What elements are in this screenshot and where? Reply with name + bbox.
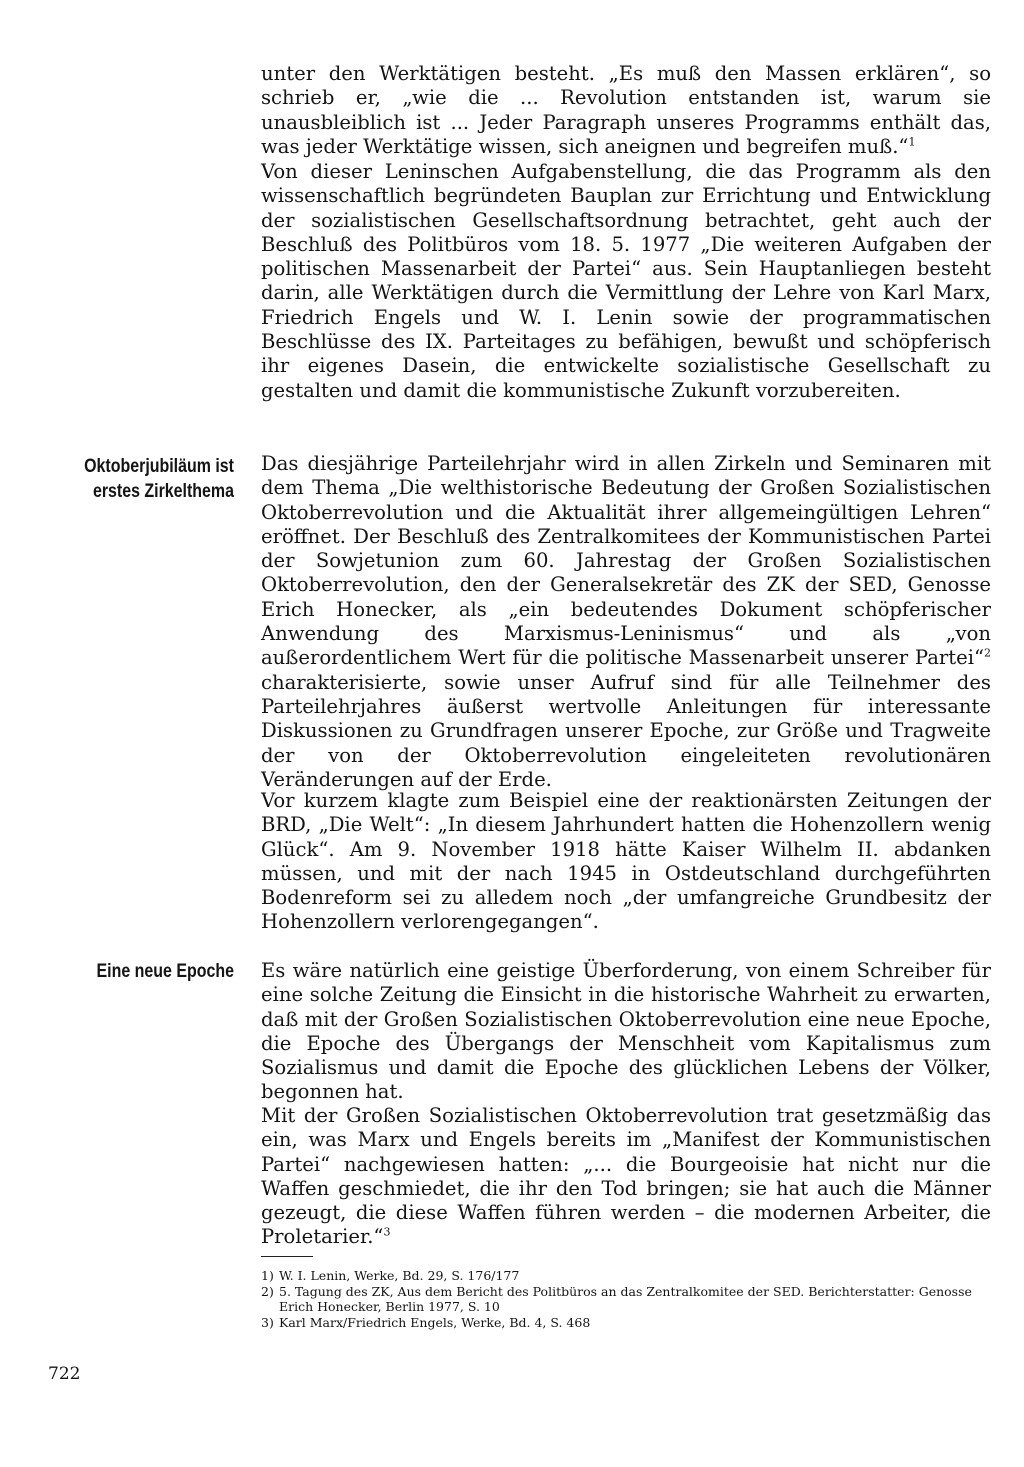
footnote-text: 5. Tagung des ZK, Aus dem Bericht des Politbüros an das Zentralkomitee der SED. Berichterstatter: Genosse Erich Honecker, Berlin 1977, S. 10	[279, 1284, 972, 1314]
paragraph-parteilehrjahr	[261, 452, 991, 792]
paragraph-manifest	[261, 1104, 991, 1250]
paragraph-lenin-quote	[261, 62, 991, 159]
paragraph-text: charakterisierte, sowie unser Aufruf sind für alle Teilnehmer des Parteilehrjahres äußerst wertvolle Anleitungen für interessante Diskussionen zu Grundfragen unserer Epoche, zur Größe und Tragweite der von der Oktoberrevolution eingeleiteten revolutionären Veränderungen auf der Erde.	[261, 670, 991, 791]
footnote-divider	[261, 1256, 313, 1257]
footnote-number: 1)	[261, 1268, 274, 1283]
footnote-item	[261, 1284, 991, 1314]
footnotes-list	[261, 1268, 991, 1331]
paragraph-text: Mit der Großen Sozialistischen Oktoberrevolution trat gesetzmäßig das ein, was Marx und Engels bereits im „Manifest der Kommunistischen Partei“ nachgewiesen hatten: „... die Bourgeoisie hat nicht nur die Waffen geschmiedet, die ihr den Tod bringen; sie hat auch die Männer gezeugt, die diese Waffen führen werden – die modernen Arbeiter, die Proletarier.“	[261, 1104, 991, 1249]
paragraph-politburo-decision: Von dieser Leninschen Aufgabenstellung, die das Programm als den wissenschaftlich begründeten Bauplan zur Errichtung und Entwicklung der sozialistischen Gesellschaftsordnung betrachtet, geht auch der Beschluß des Politbüros vom 18. 5. 1977 „Die weiteren Aufgaben der politischen Massenarbeit der Partei“ aus. Sein Hauptanliegen besteht darin, alle Werktätigen durch die Vermittlung der Lehre von Karl Marx, Friedrich Engels und W. I. Lenin sowie der programmatischen Beschlüsse des IX. Parteitages zu befähigen, bewußt und schöpferisch ihr eigenes Dasein, die entwickelte sozialistische Gesellschaft zu gestalten und damit die kommunistische Zukunft vorzubereiten.	[261, 160, 991, 402]
paragraph-text: Das diesjährige Parteilehrjahr wird in allen Zirkeln und Seminaren mit dem Thema „Die welthistorische Bedeutung der Großen Sozialistischen Oktoberrevolution und die Aktualität ihrer allgemeingültigen Lehren“ eröffnet. Der Beschluß des Zentralkomitees der Kommunistischen Partei der Sowjetunion zum 60. Jahrestag der Großen Sozialistischen Oktoberrevolution, den der Generalsekretär des ZK der SED, Genosse Erich Honecker, als „ein bedeutendes Dokument schöpferischer Anwendung des Marxismus-Leninismus“ und als „von außerordentlichem Wert für die politische Massenarbeit unserer Partei“	[261, 452, 991, 670]
paragraph-text: unter den Werktätigen besteht. „Es muß den Massen erklären“, so schrieb er, „wie die ... Revolution entstanden ist, warum sie unausbleiblich ist ... Jeder Paragraph unseres Programms enthält das, was jeder Werktätige wissen, sich aneignen und begreifen muß.“	[261, 62, 991, 158]
footnote-number: 2)	[261, 1284, 274, 1299]
footnote-text: Karl Marx/Friedrich Engels, Werke, Bd. 4, S. 468	[279, 1315, 591, 1330]
paragraph-die-welt: Vor kurzem klagte zum Beispiel eine der reaktionärsten Zeitungen der BRD, „Die Welt“: „In diesem Jahrhundert hatten die Hohenzollern wenig Glück“. Am 9. November 1918 hätte Kaiser Wilhelm II. abdanken müssen, und mit der nach 1945 in Ostdeutschland durchgeführten Bodenreform sei zu alledem noch „der umfangreiche Grundbesitz der Hohenzollern verlorengegangen“.	[261, 789, 991, 934]
footnote-ref-2: 2	[984, 646, 991, 660]
side-heading-oktoberjubilaeum: Oktoberjubiläum ist erstes Zirkelthema	[84, 456, 234, 502]
paragraph-neue-epoche: Es wäre natürlich eine geistige Überforderung, von einem Schreiber für eine solche Zeitung die Einsicht in die historische Wahrheit zu erwarten, daß mit der Großen Sozialistischen Oktoberrevolution eine neue Epoche, die Epoche des Übergangs der Menschheit vom Kapitalismus zum Sozialismus und damit die Epoche des glücklichen Lebens der Völker, begonnen hat.	[261, 959, 991, 1104]
footnote-item	[261, 1315, 991, 1330]
footnote-number: 3)	[261, 1315, 274, 1330]
page-number: 722	[48, 1364, 81, 1384]
footnote-ref-1: 1	[908, 135, 916, 149]
side-heading-neue-epoche: Eine neue Epoche	[96, 961, 235, 982]
footnote-item	[261, 1268, 991, 1283]
footnote-ref-3: 3	[383, 1225, 391, 1239]
footnote-text: W. I. Lenin, Werke, Bd. 29, S. 176/177	[279, 1268, 520, 1283]
